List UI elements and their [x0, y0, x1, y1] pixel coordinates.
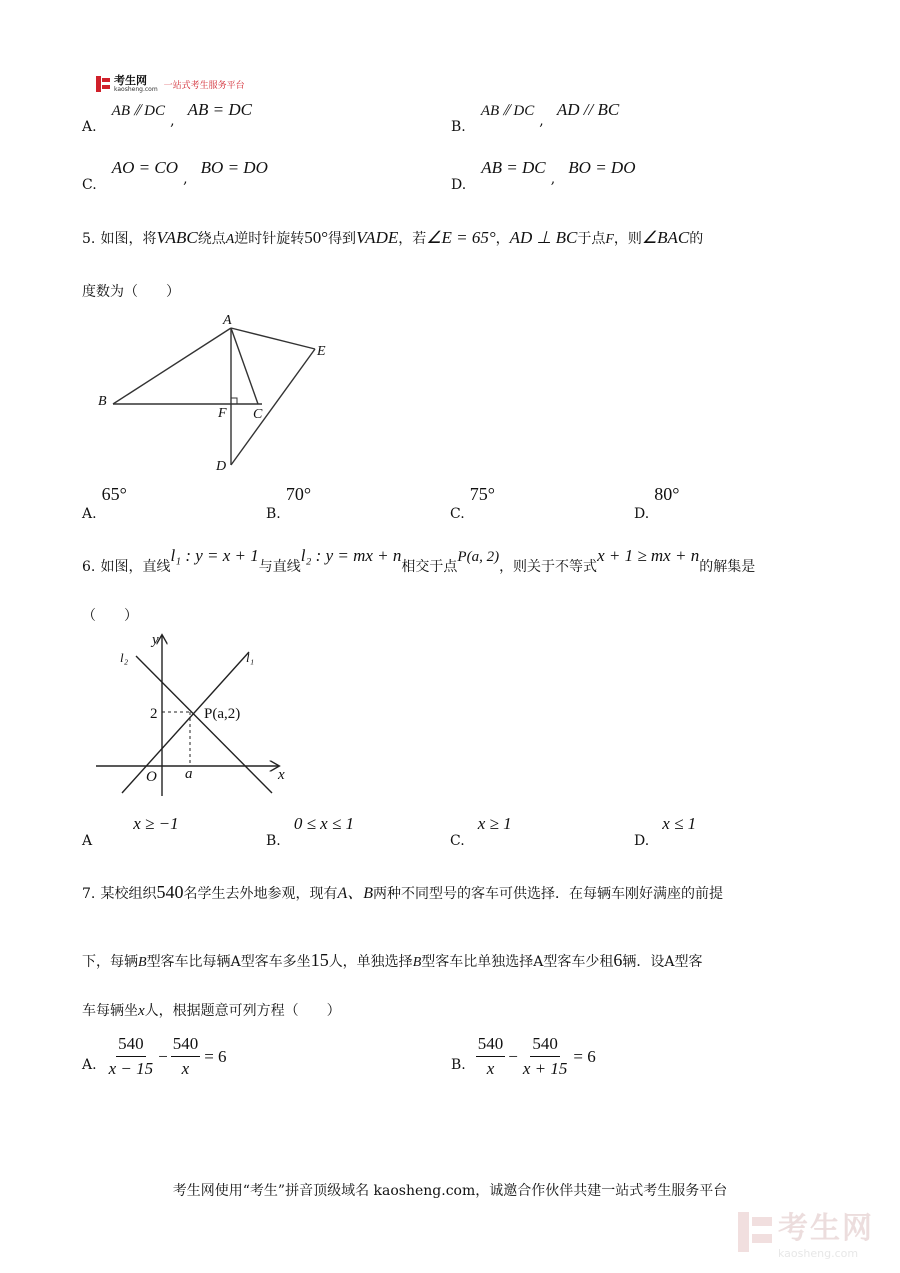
point-label-e: E [317, 344, 326, 359]
segment-ab [113, 328, 231, 404]
point-label-c: C [253, 407, 263, 422]
watermark [738, 1203, 874, 1260]
option-value: x ≤ 1 [662, 814, 697, 833]
q7-text: 下，每辆 [82, 954, 138, 970]
q5-math: AD ⊥ BC [509, 228, 578, 247]
q5-text: ，则 [613, 231, 642, 247]
option-label: A [82, 833, 93, 849]
numerator: 540 [116, 1034, 146, 1057]
fraction [171, 1034, 201, 1079]
q6-option-d [634, 814, 697, 849]
point-label-f: F [218, 406, 227, 421]
option-label: C. [450, 506, 465, 522]
option-sep: , [550, 171, 556, 187]
q7-math: B [412, 955, 422, 970]
q7-text: A [664, 954, 675, 970]
q6-text: 相交于点 [401, 559, 458, 575]
option-expr: BO = DO [200, 158, 268, 177]
fraction [107, 1034, 156, 1079]
q6-math: x + 1 ≥ mx + n [597, 546, 700, 565]
option-label: A. [82, 1056, 97, 1073]
q7-option-b [451, 1034, 596, 1079]
q5-figure [90, 305, 350, 485]
option-sep: , [539, 113, 544, 129]
q4-option-b [451, 100, 620, 135]
q4-option-c [82, 158, 268, 193]
q5-math: ∠E = 65° [426, 228, 496, 247]
q7-stem-line3 [82, 1000, 341, 1020]
option-label: D. [634, 506, 650, 522]
q5-text: 如图，将 [100, 231, 157, 247]
q5-math: VABC [156, 228, 198, 247]
q5-option-c [450, 484, 495, 522]
q5-math: 50° [304, 228, 329, 247]
logo-mark-icon [96, 76, 110, 92]
q7-stem-line2 [82, 950, 703, 971]
q5-option-b [266, 484, 312, 522]
option-value: 65° [101, 484, 127, 504]
axis-label-y: y [152, 632, 159, 648]
option-expr: AD // BC [556, 100, 620, 119]
q7-math: 540 [156, 882, 184, 902]
point-label-p: P(a,2) [204, 706, 241, 722]
q6-stem-line2: （ ） [82, 608, 138, 624]
point-label-d: D [216, 459, 227, 474]
q6-option-a [82, 814, 179, 849]
q7-math: x [138, 1003, 145, 1019]
q6-figure [94, 628, 294, 798]
q7-text: 两种不同型号的客车可供选择．在每辆车刚好满座的前提 [373, 886, 724, 902]
q7-text: A [230, 954, 241, 970]
q6-stem-line1 [82, 546, 756, 575]
q7-text: 型客车比每辆 [146, 954, 231, 970]
q5-option-a [82, 484, 127, 522]
q5-text: 逆时针旋转 [234, 231, 305, 247]
q7-stem-line1 [82, 880, 723, 903]
q5-math: F [605, 232, 614, 247]
q6-math: l₁ : y = x + 1 [170, 546, 259, 565]
numerator: 540 [476, 1034, 506, 1057]
q5-text: 于点 [577, 231, 606, 247]
q7-math: B [138, 955, 147, 970]
q7-text: 型客车多坐 [240, 954, 311, 970]
line-label-l2: l₂ [120, 650, 129, 665]
equals-value: = 6 [573, 1046, 596, 1066]
q7-text: 人，单独选择 [328, 954, 413, 970]
option-label: B. [451, 1056, 466, 1073]
watermark-sub: kaosheng.com [778, 1247, 859, 1260]
option-label: C. [450, 833, 465, 849]
option-expr: AB = DC [481, 158, 546, 177]
denominator: x + 15 [522, 1059, 568, 1078]
watermark-logo-icon [738, 1212, 772, 1252]
q7-text: 型客车比单独选择 [421, 954, 534, 970]
q6-text: 与直线 [258, 559, 301, 575]
header-logo [96, 74, 245, 94]
q7-text: 人，根据题意可列方程（ ） [144, 1003, 341, 1019]
option-value: 80° [654, 484, 680, 504]
q5-stem-line2: 度数为（ ） [82, 284, 180, 300]
q7-text: 车每辆坐 [82, 1003, 138, 1019]
right-angle-mark [231, 398, 237, 404]
q5-text: 绕点 [197, 231, 226, 247]
option-label: C. [82, 177, 97, 193]
fraction [521, 1034, 570, 1079]
tick-label-2: 2 [150, 706, 158, 722]
q5-stem-line1 [82, 228, 703, 248]
option-sep: , [170, 113, 175, 129]
option-value: 70° [285, 484, 312, 504]
option-value: 75° [469, 484, 495, 504]
numerator: 540 [171, 1034, 201, 1057]
option-expr: AO = CO [111, 158, 179, 177]
q7-text: 型客车少租 [543, 954, 614, 970]
footer-text: 考生网使用“考生”拼音顶级域名 kaosheng.com，诚邀合作伙伴共建一站式考生服务平台 [172, 1183, 728, 1199]
q7-text: A [533, 954, 544, 970]
point-label-a: A [223, 313, 232, 328]
logo-text: 考生网 [114, 73, 147, 87]
option-value: x ≥ 1 [477, 814, 512, 833]
q5-math: ∠BAC [641, 228, 690, 247]
option-expr: AB ⫽ DC [111, 103, 166, 119]
minus-sign: − [158, 1046, 168, 1066]
q7-text: 某校组织 [100, 886, 157, 902]
option-value: 0 ≤ x ≤ 1 [293, 814, 355, 833]
segment-ae [231, 328, 315, 349]
q7-text: 名学生去外地参观，现有 [183, 886, 338, 902]
q6-option-b [266, 814, 355, 849]
q5-math: A [225, 232, 235, 247]
q5-text: ，若 [398, 231, 427, 247]
logo-slogan: 一站式考生服务平台 [163, 80, 245, 91]
denominator: x [181, 1059, 190, 1078]
question-number: 7. [82, 886, 96, 902]
option-label: D. [634, 833, 650, 849]
q4-option-d [451, 158, 636, 193]
equals-value: = 6 [204, 1046, 227, 1066]
axis-label-x: x [278, 767, 285, 783]
q7-math: 15 [310, 950, 329, 970]
logo-sub: kaosheng.com [114, 85, 158, 93]
tick-label-a: a [185, 766, 193, 782]
q7-text: 型客 [674, 954, 703, 970]
q7-math: A、B [337, 885, 374, 902]
q6-text: 的解集是 [699, 559, 756, 575]
q5-option-d [634, 484, 680, 522]
line-label-l1: l₁ [246, 650, 255, 665]
option-label: B. [266, 833, 281, 849]
q6-text: ，则关于不等式 [499, 559, 598, 575]
question-number: 6. [82, 559, 96, 575]
minus-sign: − [508, 1046, 518, 1066]
option-label: B. [451, 119, 466, 135]
q7-math: 6 [613, 950, 623, 970]
question-number: 5. [82, 231, 96, 247]
origin-label: O [146, 769, 157, 785]
denominator: x [486, 1059, 495, 1078]
q6-math: l₂ : y = mx + n [300, 546, 402, 565]
watermark-text: 考生网 [778, 1211, 874, 1246]
option-label: B. [266, 506, 281, 522]
point-label-b: B [98, 394, 107, 409]
q5-text: 的 [689, 231, 704, 247]
denominator: x − 15 [108, 1059, 154, 1078]
q6-text: 如图，直线 [100, 559, 171, 575]
numerator: 540 [530, 1034, 560, 1057]
q5-text: 得到 [328, 231, 357, 247]
q5-text: ， [495, 231, 510, 247]
fraction [476, 1034, 506, 1079]
option-expr: AB ⫽ DC [480, 103, 535, 119]
option-label: A. [82, 506, 97, 522]
option-label: A. [82, 119, 97, 135]
q5-math: VADE [356, 228, 399, 247]
option-sep: , [183, 171, 188, 187]
option-expr: BO = DO [568, 158, 636, 177]
q6-option-c [450, 814, 512, 849]
option-expr: AB = DC [187, 100, 253, 119]
segment-de [231, 349, 315, 465]
q6-math: P(a, 2) [457, 549, 500, 565]
option-label: D. [451, 177, 467, 193]
q7-option-a [82, 1034, 227, 1079]
option-value: x ≥ −1 [133, 814, 179, 833]
segment-ac [231, 328, 258, 404]
q4-option-a [82, 100, 253, 135]
q7-text: 辆．设 [622, 954, 665, 970]
